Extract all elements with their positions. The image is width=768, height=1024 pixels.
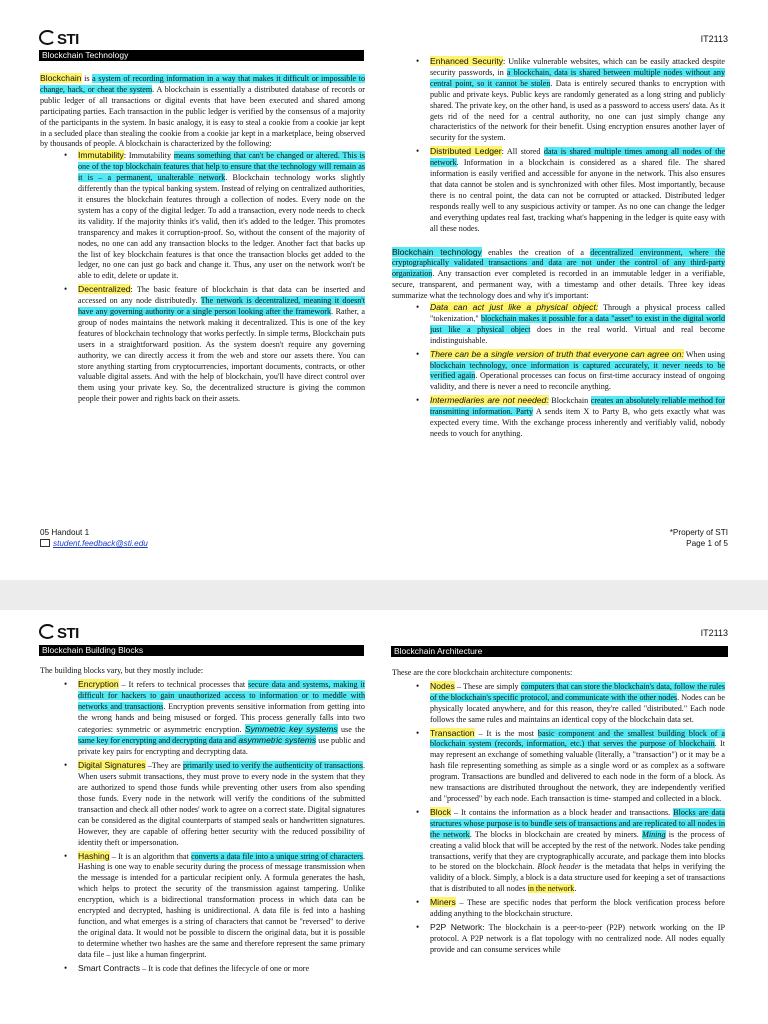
sti-logo: STI [39, 30, 79, 48]
sti-logo-icon [39, 624, 56, 639]
block-smart-contracts: • Smart Contracts – It is code that defines the lifecycle of one or more [78, 963, 365, 975]
page1-footer-left [40, 527, 148, 549]
component-block: • Block – It contains the information as a block header and transactions. Blocks are data structures whose purpose is to bundle sets of transactions and are replicated to all nodes in the network. The blocks in blockchain are created by miners. Mining is the process of creating a valid block that will be accepted by the rest of the network. Nodes take pending transactions, verify that they are cryptographically accurate, and package them into blocks to be stored on the blockchain. Block header is the metadata that helps in verifying the validity of a block. Simply, a block is a data structure used for keeping a set of transactions that is distributed to all nodes in the network. [430, 807, 725, 895]
handout-label: 05 Handout 1 [40, 528, 90, 537]
building-blocks-intro: The building blocks vary, but they mostly include: [40, 666, 204, 675]
course-code: IT2113 [700, 628, 728, 638]
section-title-architecture: Blockchain Architecture [391, 646, 728, 657]
feature-distributed-ledger: • Distributed Ledger: All stored data is shared multiple times among all nodes of the network. Information in a blockchain is considered as a shared file. The shared information is easily verified and accessible for anyone in the network. This also ensures that data cannot be stolen and is synchronized with other files. Most importantly, because there is no central point, the data can not be corrupted or attacked. Distributed ledger responds really well to any suspicious activity or tamper. As no one can change the ledger and everything updates real fast, tracking what's happening in the ledger is quite easy with all these nodes. [430, 146, 725, 234]
component-nodes: • Nodes – These are simply computers that can store the blockchain's data, follow the rules of the blockchain's specific protocol, and communicate with the other nodes. Nodes can be physically located anywhere, and for this reason, they're called "distributed." Each node follows the same rules and maintains an identical copy of the blockchain data set. [430, 681, 725, 726]
page1-footer-right [670, 527, 728, 549]
component-miners: • Miners – These are specific nodes that perform the block verification process before adding anything to the blockchain structure. [430, 897, 725, 920]
handout-page-2 [0, 610, 768, 1024]
page-number: Page 1 of 5 [686, 539, 728, 548]
feature-immutability: • Immutability: Immutability means something that can't be changed or altered. This is one of the top blockchain features that help to ensure that the technology will remain as it is – a permanent, unalterable network. Blockchain technology works slightly differently than the typical banking system. Instead of relying on centralized authorities, it ensures the blockchain features through a collection of nodes. Every node on the system has a copy of the digital ledger. To add a transaction, every node needs to check its validity. If the majority thinks it's valid, then it's added to the ledger. This promotes transparency and makes it corruption-proof. So, without the consent of the majority of nodes, no one can add any transaction blocks to the ledger. Another fact that backs up the list of key blockchain features is that once the transaction blocks get added to the ledger, no one can just go back and change it. Thus, any user on the network won't be able to edit, delete or update it. [78, 150, 365, 282]
section-title-blockchain-technology: Blockchain Technology [39, 50, 364, 61]
blockchain-technology-paragraph: Blockchain technology enables the creation of a decentralized environment, where the cryptographically validated transactions and data are not under the control of any third-party organization. Any transaction ever completed is recorded in an immutable ledger in a verifiable, secure, transparent, and permanent way, with a timestamp and other details. Three key ideas summarize what the technology does and why it's important: [392, 246, 725, 301]
email-icon [40, 539, 50, 547]
course-code: IT2113 [700, 34, 728, 44]
blockchain-definition: Blockchain is a system of recording information in a way that makes it difficult or impossible to change, hack, or cheat the system. A blockchain is essentially a distributed database of records or public ledger of all transactions or digital events that have been executed and shared among participating parties. Each transaction in the public ledger is verified by the consensus of a majority of the participants in the system. In basic analogy, it is easy to steal a cookie from a cookie jar kept in a secluded place than stealing the cookie from a cookie jar kept in a marketplace, being observed by thousands of people. A blockchain is characterized by the following: [40, 73, 365, 149]
sti-logo-icon [39, 30, 56, 45]
feature-decentralized: • Decentralized: The basic feature of blockchain is that data can be inserted and accessed on any node distributedly. The network is decentralized, meaning it doesn't have any governing authority or a single person looking after the framework. Rather, a group of nodes maintains the network making it decentralized. This is one of the key features of blockchain technology that works perfectly. In simple terms, Blockchain puts users in a straightforward position. As the system doesn't require any governing authority, we can directly access it from the web and store our assets there. You can store anything starting from cryptocurrencies, important documents, contracts, or other valuable digital assets. And with the help of blockchain, you'll have direct control over them using your private key. So, the decentralized structure is giving the common people their power and rights back on their assets. [78, 284, 365, 405]
architecture-intro: These are the core blockchain architecture components: [392, 668, 573, 677]
block-encryption: • Encryption – It refers to technical processes that secure data and systems, making it difficult for hackers to gain unauthorized access to information or to meddle with networks and transactions. Encryption prevents sensitive information from getting into the wrong hands and being misused or forged. This process generally falls into two categories: symmetric or asymmetric encryption. Symmetric key systems use the same key for encrypting and decrypting data and asymmetric systems use public and private key pairs for encrypting and decrypting data. [78, 679, 365, 758]
section-title-building-blocks: Blockchain Building Blocks [39, 645, 364, 656]
page1-left-column [40, 73, 365, 407]
block-hashing: • Hashing – It is an algorithm that converts a data file into a unique string of characters. Hashing is one way to enable security during the process of message transmission when the message is intended for a particular recipient only. A formula generates the hash, which helps to protect the security of the transmission against tampering. Unlike encryption, which is a bidirectional transformation process in which data can be encrypted and decrypted, hashing is unidirectional. A data file is fed into a hashing function, and what emerges is a string of characters that cannot be "reversed" to derive the original data. It would not be possible to discern the original data, but it is possible to determine whether two hashes are the same and therefore represent the same primary data file – just like a human fingerprint. [78, 851, 365, 961]
component-transaction: • Transaction – It is the most basic component and the smallest building block of a blockchain system (records, information, etc.) that serves the purpose of blockchain. It may represent an exchange of something valuable (literally, a "transaction") or it may be a hash file representing something as simple as a single word or as complex as a software program. Transactions are bundled and delivered to each node in the form of a block. As new transactions are distributed throughout the network, they are independently verified and "processed" by each node. Each transaction is time- stamped and collected in a block. [430, 728, 725, 805]
key-idea-no-intermediaries: • Intermediaries are not needed: Blockchain creates an absolutely reliable method for transmitting information. Party A sends item X to Party B, who gets exactly what was expected every time. With the exchange process inherently and verifiably valid, nobody needs to vouch for anything. [430, 395, 725, 440]
page2-right-column [392, 668, 725, 958]
property-label: *Property of STI [669, 528, 728, 537]
feedback-email-link[interactable]: student.feedback@sti.edu [53, 539, 148, 548]
key-idea-single-truth: • There can be a single version of truth that everyone can agree on: When using blockchain technology, once information is captured accurately, it never needs to be verified again. Operational processes can focus on first-time accuracy instead of ongoing validity, and there is never a need to reconcile anything. [430, 349, 725, 394]
page2-left-column [40, 666, 365, 976]
component-p2p-network: • P2P Network: The blockchain is a peer-to-peer (P2P) network working on the IP protocol. A P2P network is a flat topology with no centralized node. All nodes equally provide and can consume services while [430, 922, 725, 956]
feature-enhanced-security: • Enhanced Security: Unlike vulnerable websites, which can be easily attacked despite security passwords, in a blockchain, data is shared between multiple nodes without any central point, so it cannot be stolen. Data is entirely secured thanks to encryption with public and private keys. Public keys are randomly generated as a long string and publicly shared. The private key, on the other hand, is used as a password to access users' data. As it gets rid of the need for a central authority, no one can just simply change any characteristics of the network for their benefit. Using encryption ensures another layer of security for the system. [430, 56, 725, 144]
key-idea-physical-object: • Data can act just like a physical object: Through a physical process called "tokenization," blockchain makes it possible for a data "asset" to exist in the digital world just like a physical object does in the real world. Virtual and real become indistinguishable. [430, 302, 725, 347]
sti-logo: STI [39, 624, 79, 642]
page1-right-column [392, 56, 725, 442]
block-digital-signatures: • Digital Signatures –They are primarily used to verify the authenticity of transactions. When users submit transactions, they must prove to every node in the system that they are authorized to spend those funds while preventing other users from also spending those funds. Every node in the network will verify the conditions of the submitted transaction and check all other nodes' work to agree on a correct state. Digital signatures can be considered as the digital counterparts of stamped seals or handwritten signatures. However, they are capable of offering better security with the reduced possibility of identity theft or impersonation. [78, 760, 365, 848]
